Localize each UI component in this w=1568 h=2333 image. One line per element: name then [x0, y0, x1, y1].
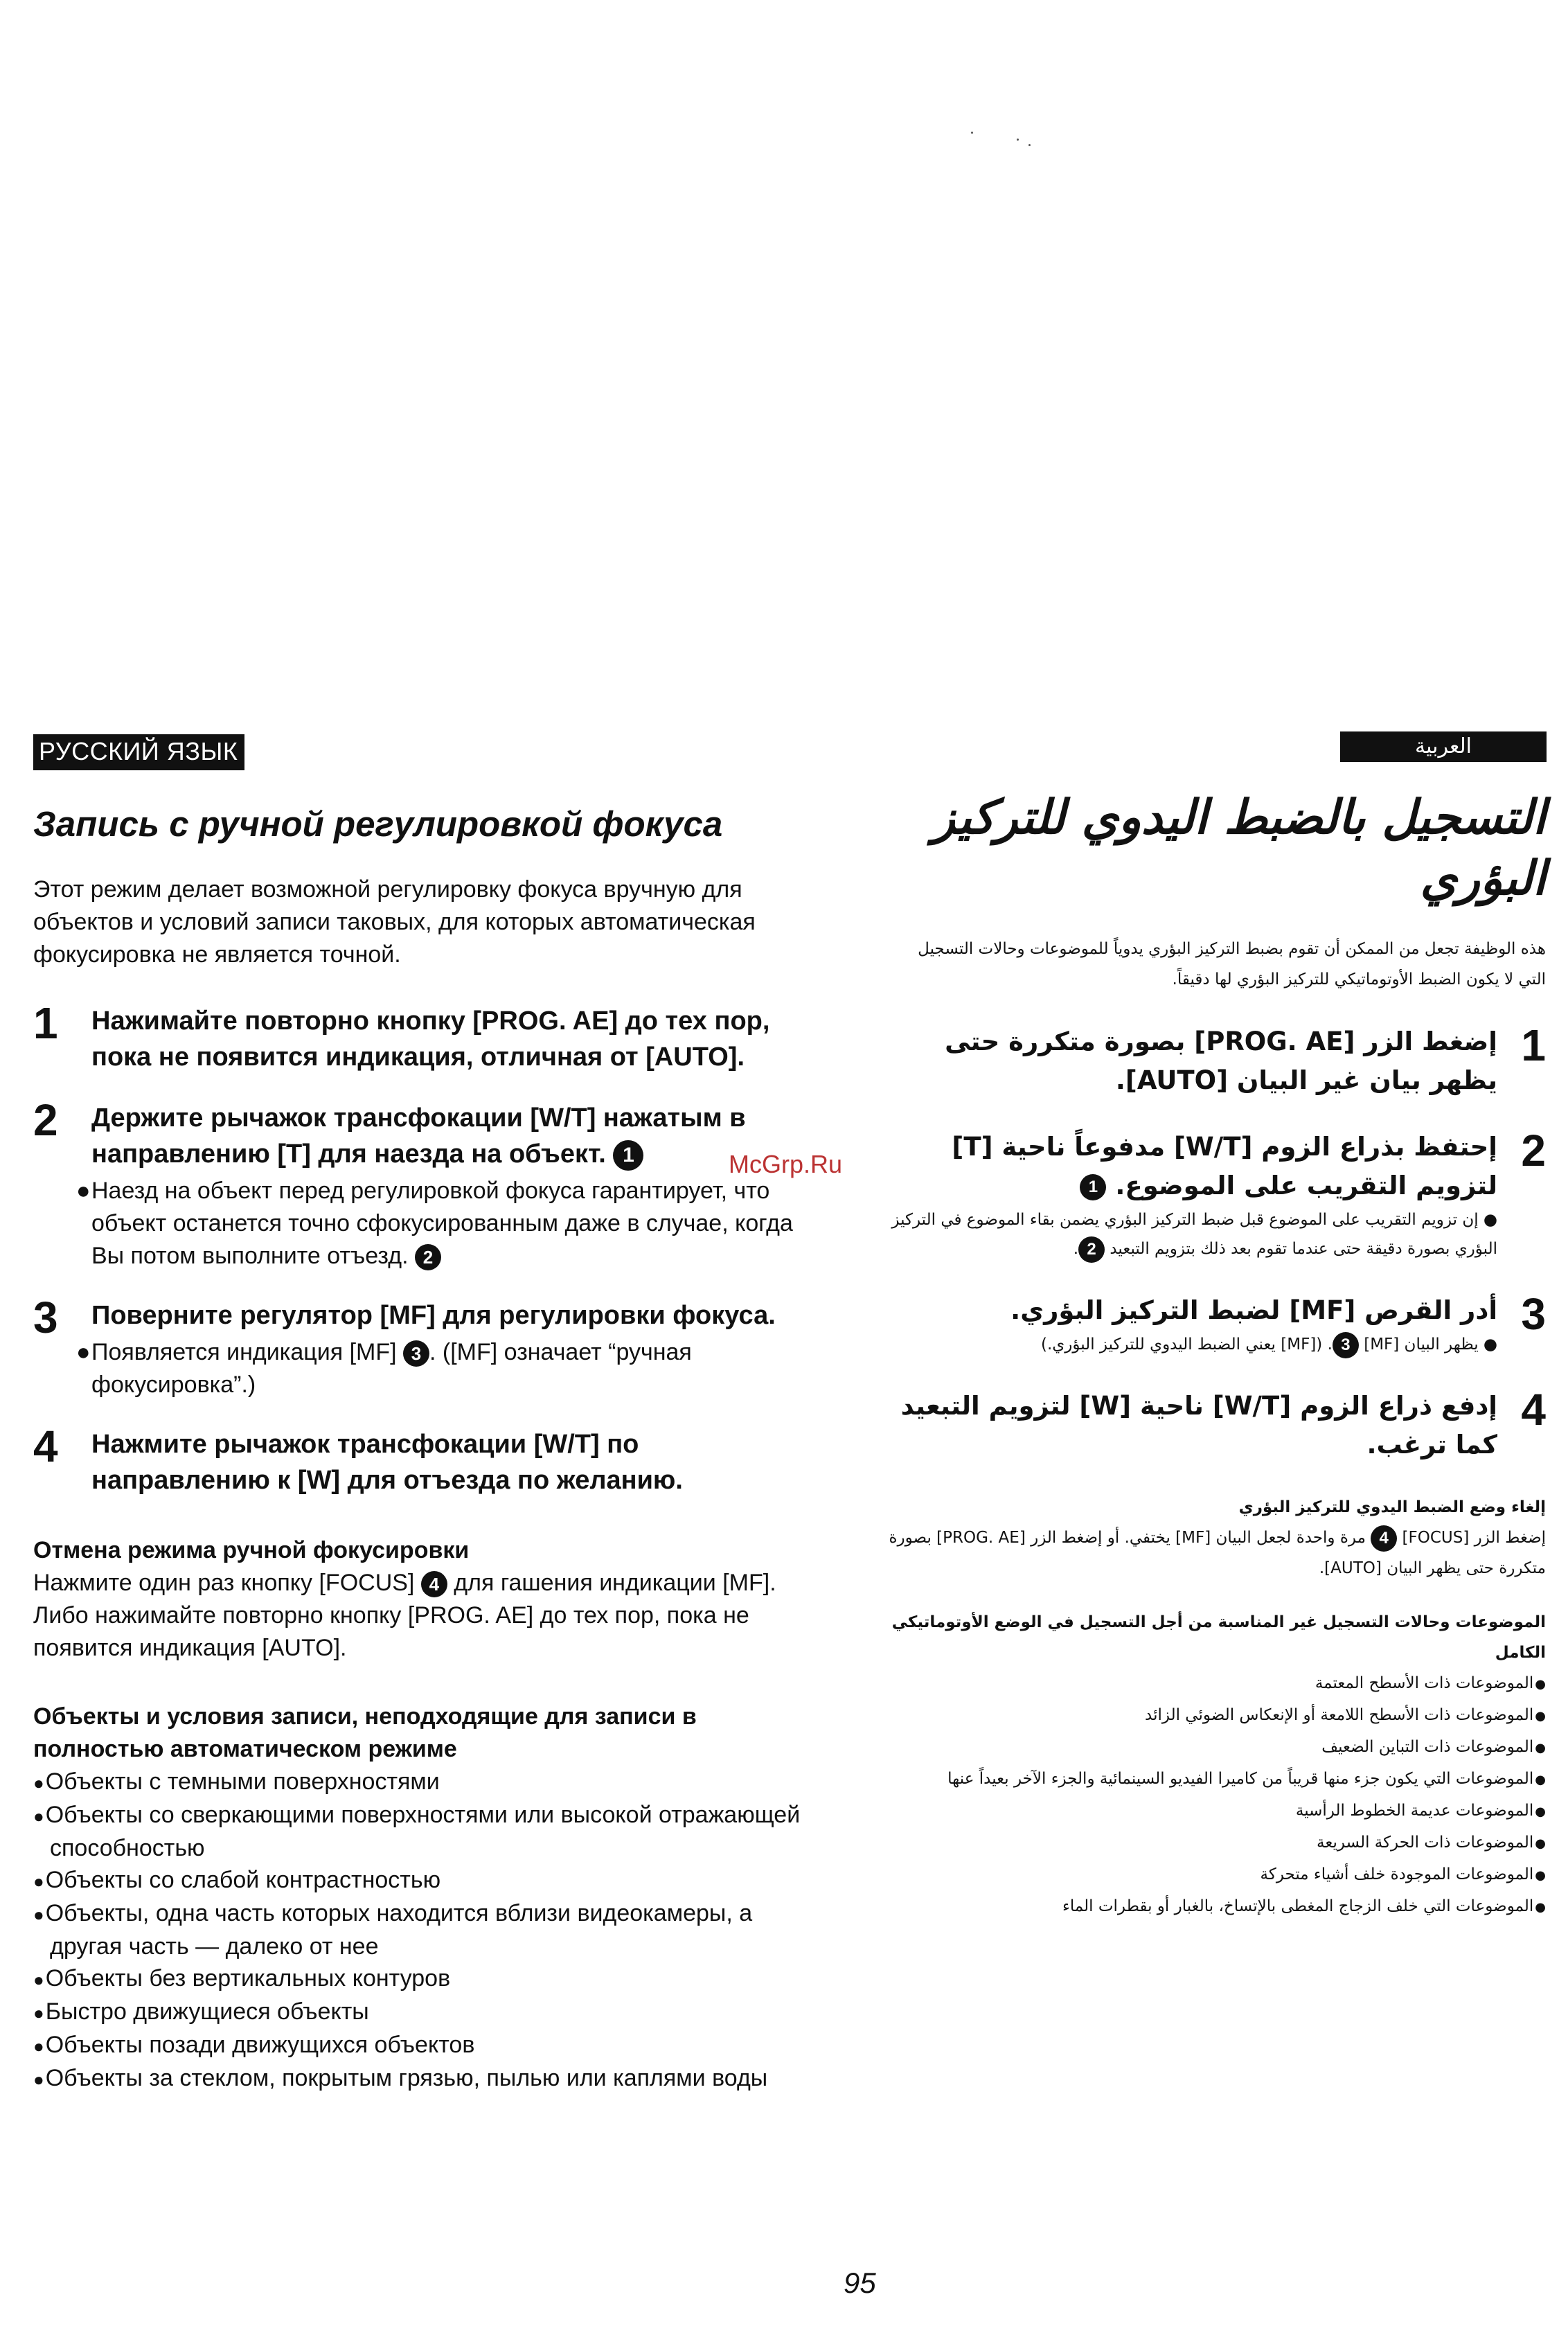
list-item: ● الموضوعات ذات الأسطح اللامعة أو الإنعكاس الضوئي الزائد	[887, 1700, 1546, 1732]
russian-unsuitable-heading: Объекты и условия записи, неподходящие для записи в полностью автоматическом режиме	[33, 1703, 697, 1762]
marker-4-icon: 4	[421, 1571, 447, 1597]
step-note-post: . ([MF] означает “ручная фокусировка”.)	[91, 1339, 692, 1398]
russian-intro: Этот режим делает возможной регулировку фокуса вручную для объектов и условий записи таковых, для которых автоматическая фокусировка не является точной.	[33, 876, 756, 968]
step-number: 4	[33, 1421, 58, 1471]
step-note: ● إن تزويم التقريب على الموضوع قبل ضبط التركيز البؤري يضمن بقاء الموضوع في التركيز البؤري بصورة دقيقة حتى عندما تقوم بعد ذلك بتزويم التبعيد 2.	[887, 1205, 1497, 1263]
step-text: إحتفظ بذراع الزوم [W/T] مدفوعاً ناحية [T] لتزويم التقريب على الموضوع.	[952, 1132, 1497, 1200]
step-note-post: . ([MF] يعني الضبط اليدوي للتركيز البؤري.)	[1041, 1336, 1333, 1354]
list-item: ● الموضوعات التي خلف الزجاج المغطى بالإتساخ، بالغبار أو بقطرات الماء	[887, 1891, 1546, 1923]
step-number: 4	[1521, 1385, 1546, 1435]
scan-speck	[1017, 139, 1019, 141]
step-note-text: إن تزويم التقريب على الموضوع قبل ضبط التركيز البؤري يضمن بقاء الموضوع في التركيز البؤري بصورة دقيقة حتى عندما تقوم بعد ذلك بتزويم التبعيد	[891, 1211, 1497, 1258]
marker-1-icon: 1	[613, 1140, 643, 1171]
scan-speck	[1028, 144, 1031, 146]
step-note-pre: يظهر البيان [MF]	[1364, 1336, 1479, 1354]
step-note-pre: Появляется индикация [MF]	[91, 1339, 397, 1365]
list-item: ● Объекты, одна часть которых находится вблизи видеокамеры, а другая часть — далеко от нее	[33, 1897, 823, 1962]
russian-step-4	[33, 1421, 823, 1498]
list-item: ● الموضوعات ذات الحركة السريعة	[887, 1827, 1546, 1859]
list-item: ● Объекты без вертикальных контуров	[33, 1962, 823, 1996]
step-number: 1	[33, 998, 58, 1048]
list-item: ● الموضوعات ذات الأسطح المعتمة	[887, 1668, 1546, 1700]
russian-step-1	[33, 998, 823, 1075]
cancel-text-post: مرة واحدة لجعل البيان [MF] يختفي. أو إضغط الزر [PROG. AE] بصورة متكررة حتى يظهر البيان [AUTO].	[889, 1529, 1546, 1577]
russian-step-3	[33, 1293, 823, 1401]
russian-column	[33, 734, 823, 2095]
russian-unsuitable-list	[33, 1766, 823, 2095]
arabic-language-tab: العربية	[1340, 731, 1547, 762]
step-text: أدر القرص [MF] لضبط التركيز البؤري.	[1010, 1295, 1497, 1325]
marker-2-icon: 2	[1078, 1236, 1105, 1263]
marker-3-icon: 3	[403, 1340, 429, 1367]
cancel-text-pre: Нажмите один раз кнопку [FOCUS]	[33, 1570, 415, 1596]
step-text: Держите рычажок трансфокации [W/T] нажатым в направлению [T] для наезда на объект.	[91, 1103, 746, 1169]
list-item: ● Быстро движущиеся объекты	[33, 1996, 823, 2029]
arabic-column	[887, 733, 1546, 1923]
arabic-unsuitable-list	[887, 1668, 1546, 1923]
list-item: ● الموضوعات التي يكون جزء منها قريباً من كاميرا الفيديو السينمائية والجزء الآخر بعيداً عنها	[887, 1764, 1546, 1795]
arabic-intro: هذه الوظيفة تجعل من الممكن أن تقوم بضبط التركيز البؤري يدوياً للموضوعات وحالات التسجيل التي لا يكون الضبط الأوتوماتيكي للتركيز البؤري لها دقيقاً.	[918, 940, 1546, 988]
list-item: ● الموضوعات عديمة الخطوط الرأسية	[887, 1795, 1546, 1827]
list-item: ● Объекты со слабой контрастностью	[33, 1864, 823, 1897]
step-number: 2	[33, 1095, 58, 1145]
step-text: إدفع ذراع الزوم [W/T] ناحية [W] لتزويم التبعيد كما ترغب.	[900, 1391, 1497, 1460]
scan-speck	[971, 132, 973, 134]
arabic-step-2	[887, 1128, 1546, 1263]
step-number: 3	[33, 1293, 58, 1342]
step-text-wrap	[91, 1100, 823, 1172]
arabic-step-3	[887, 1291, 1546, 1359]
step-note	[76, 1336, 823, 1401]
page-number: 95	[844, 2267, 876, 2299]
marker-3-icon: 3	[1333, 1332, 1359, 1358]
step-text-wrap	[887, 1128, 1497, 1205]
arabic-step-1	[887, 1022, 1546, 1100]
step-note: ● يظهر البيان [MF] 3. ([MF] يعني الضبط اليدوي للتركيز البؤري.)	[887, 1330, 1497, 1359]
bullet-icon: ●	[76, 1339, 91, 1365]
watermark: McGrp.Ru	[729, 1150, 843, 1178]
bullet-icon: ●	[76, 1178, 91, 1204]
list-item: ● Объекты со сверкающими поверхностями или высокой отражающей способностью	[33, 1799, 823, 1864]
marker-1-icon: 1	[1080, 1174, 1106, 1200]
marker-2-icon: 2	[415, 1244, 441, 1270]
step-text: Нажмите рычажок трансфокации [W/T] по направлению к [W] для отъезда по желанию.	[91, 1430, 683, 1495]
cancel-text-post: для гашения индикации [MF]. Либо нажимайте повторно кнопку [PROG. AE] до тех пор, пока не появится индикация [AUTO].	[33, 1570, 776, 1661]
marker-4-icon: 4	[1371, 1525, 1397, 1552]
step-text: Нажимайте повторно кнопку [PROG. AE] до тех пор, пока не появится индикация, отличная от [AUTO].	[91, 1006, 770, 1072]
arabic-step-4	[887, 1387, 1546, 1464]
step-note	[76, 1175, 823, 1272]
step-note-text: Наезд на объект перед регулировкой фокуса гарантирует, что объект останется точно сфокусированным даже в случае, когда Вы потом выполните отъезд.	[91, 1178, 793, 1269]
list-item: ● Объекты позади движущихся объектов	[33, 2029, 823, 2062]
arabic-title: التسجيل بالضبط اليدوي للتركيز البؤري	[932, 790, 1546, 906]
arabic-unsuitable-heading: الموضوعات وحالات التسجيل غير المناسبة من أجل التسجيل في الوضع الأوتوماتيكي الكامل	[891, 1613, 1546, 1662]
russian-title: Запись с ручной регулировкой фокуса	[33, 804, 723, 844]
russian-cancel-heading: Отмена режима ручной фокусировки	[33, 1537, 470, 1563]
step-number: 3	[1521, 1289, 1546, 1339]
russian-cancel-text	[33, 1567, 823, 1665]
step-text: Поверните регулятор [MF] для регулировки фокуса.	[91, 1301, 776, 1330]
step-text: إضغط الزر [PROG. AE] بصورة متكررة حتى يظهر بيان غير البيان [AUTO].	[945, 1027, 1497, 1095]
cancel-text-pre: إضغط الزر [FOCUS]	[1402, 1529, 1546, 1547]
arabic-cancel-heading: إلغاء وضع الضبط اليدوي للتركيز البؤري	[1238, 1498, 1546, 1516]
arabic-cancel-text	[887, 1523, 1546, 1584]
russian-step-2	[33, 1095, 823, 1272]
step-number: 1	[1521, 1020, 1546, 1070]
list-item: ● Объекты с темными поверхностями	[33, 1766, 823, 1799]
list-item: ● Объекты за стеклом, покрытым грязью, пылью или каплями воды	[33, 2062, 823, 2095]
russian-language-tab: РУССКИЙ ЯЗЫК	[33, 734, 244, 770]
step-number: 2	[1521, 1126, 1546, 1176]
list-item: ● الموضوعات ذات التباين الضعيف	[887, 1732, 1546, 1764]
list-item: ● الموضوعات الموجودة خلف أشياء متحركة	[887, 1859, 1546, 1891]
